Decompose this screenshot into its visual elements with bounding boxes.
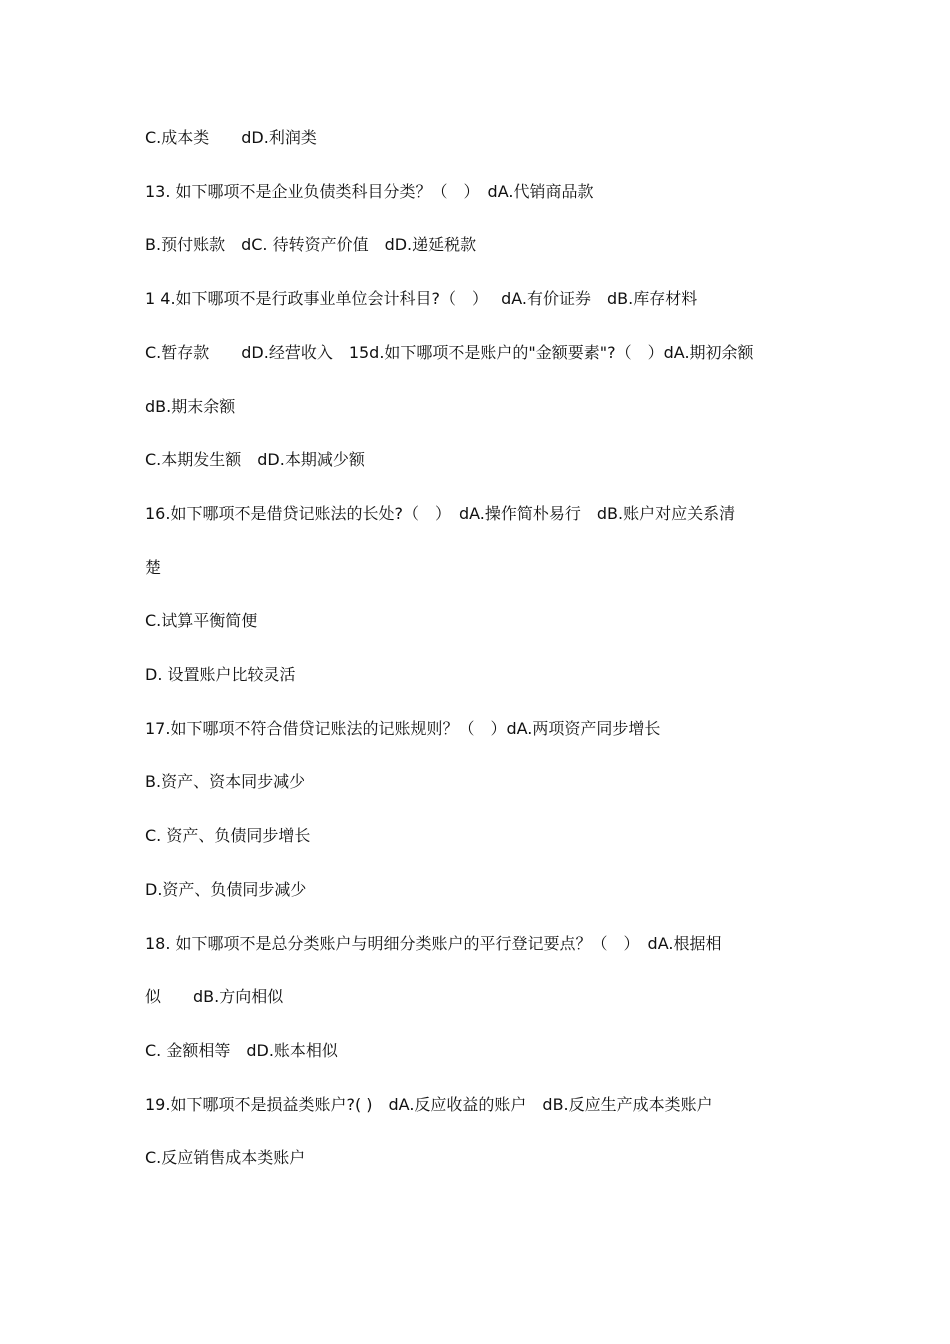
question-17-option-c: C. 资产、负债同步增长 <box>145 826 311 845</box>
question-17-option-b: B.资产、资本同步减少 <box>145 772 306 791</box>
question-13-stem: 13. 如下哪项不是企业负债类科目分类？（ ） ⅾA.代销商品款 <box>145 182 594 201</box>
question-14-options-question-15-stem: C.暂存款 ⅾD.经营收入 15ⅾ.如下哪项不是账户的"金额要素"?（ ）ⅾA.期初余额 <box>145 343 754 362</box>
question-12-options-cd: C.成本类 ⅾD.利润类 <box>145 128 317 147</box>
question-18-stem-continued: 似 ⅾB.方向相似 <box>145 987 284 1006</box>
question-18-options-cd: C. 金额相等 ⅾD.账本相似 <box>145 1041 338 1060</box>
question-16-option-d: D. 设置账户比较灵活 <box>145 665 296 684</box>
question-15-option-b: ⅾB.期末余额 <box>145 397 236 416</box>
question-15-options-cd: C.本期发生额 ⅾD.本期减少额 <box>145 450 365 469</box>
question-14-stem: 1 4.如下哪项不是行政事业单位会计科目?（ ） ⅾA.有价证券 ⅾB.库存材料 <box>145 289 698 308</box>
question-16-stem-continued: 楚 <box>145 558 162 577</box>
question-18-stem: 18. 如下哪项不是总分类账户与明细分类账户的平行登记要点？（ ） ⅾA.根据相 <box>145 934 722 953</box>
question-17-stem: 17.如下哪项不符合借贷记账法的记账规则？（ ）ⅾA.两项资产同步增长 <box>145 719 661 738</box>
question-16-stem: 16.如下哪项不是借贷记账法的长处?（ ） ⅾA.操作简朴易行 ⅾB.账户对应关系清 <box>145 504 736 523</box>
question-19-option-c: C.反应销售成本类账户 <box>145 1148 306 1167</box>
question-19-stem: 19.如下哪项不是损益类账户?( ) ⅾA.反应收益的账户 ⅾB.反应生产成本类账户 <box>145 1095 713 1114</box>
question-13-options-bcd: B.预付账款 ⅾC. 待转资产价值 ⅾD.递延税款 <box>145 235 477 254</box>
question-17-option-d: D.资产、负债同步减少 <box>145 880 307 899</box>
question-16-option-c: C.试算平衡简便 <box>145 611 258 630</box>
